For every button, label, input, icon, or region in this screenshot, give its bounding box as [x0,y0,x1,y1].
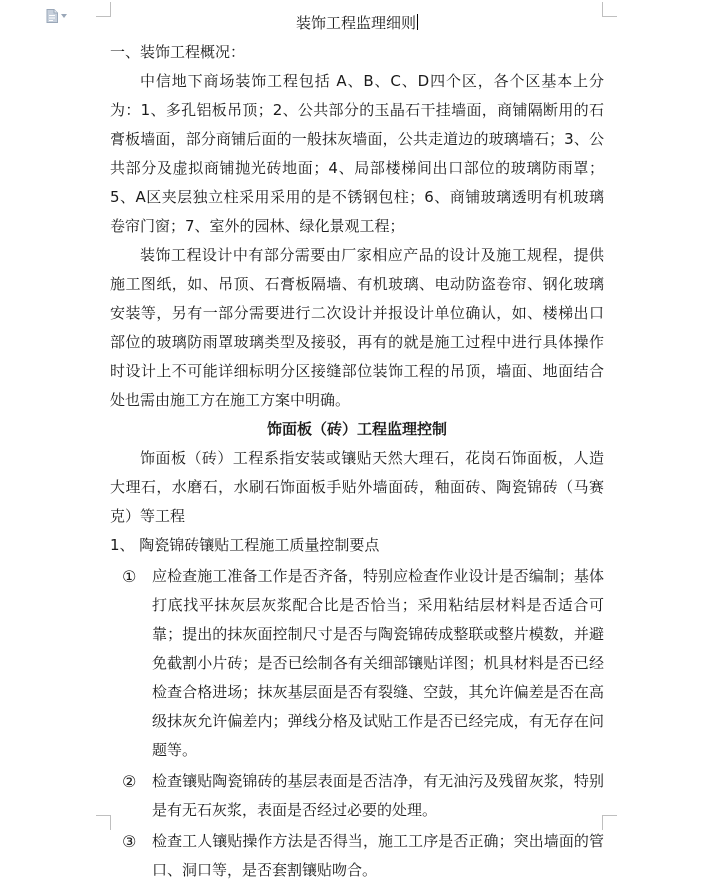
crop-mark-top-right [602,2,617,17]
list-item-number: ② [122,772,137,791]
list-item [122,562,604,765]
numbered-heading: 1、 陶瓷锦砖镶贴工程施工质量控制要点 [110,536,380,554]
crop-mark-top-left [96,2,111,17]
chevron-down-icon [61,14,67,18]
paragraph-design: 装饰工程设计中有部分需要由厂家相应产品的设计及施工规程，提供施工图纸，如、吊顶、石膏板隔墙、有机玻璃、电动防盗卷帘、钢化玻璃安装等，另有一部分需要进行二次设计并报设计单位确认，如、楼梯出口部位的玻璃防雨罩玻璃类型及接驳，再有的就是施工过程中进行具体操作时设计上不可能详细标明分区接缝部位装饰工程的吊顶，墙面、地面结合处也需由施工方在施工方案中明确。 [110,246,604,409]
subheading-veneer: 饰面板（砖）工程监理控制 [266,420,447,438]
paragraph-overview: 中信地下商场装饰工程包括 A、B、C、D四个区，各个区基本上分为：1、多孔铝板吊顶；2、公共部分的玉晶石干挂墙面，商铺隔断用的石膏板墙面，部分商铺后面的一般抹灰墙面，公共走道边的玻璃墙石；3、公共部分及虚拟商铺抛光砖地面；4、局部楼梯间出口部位的玻璃防雨罩；5、A区夹层独立柱采用采用的是不锈钢包柱；6、商铺玻璃透明有机玻璃卷帘门窗；7、室外的园林、绿化景观工程； [110,72,604,235]
list-item-number: ③ [122,832,137,851]
crop-mark-bottom-left [96,815,111,830]
document-icon [46,9,58,23]
list-item-text: 应检查施工准备工作是否齐备，特别应检查作业设计是否编制；基体打底找平抹灰层灰浆配合比是否恰当；采用粘结层材料是否适合可靠；提出的抹灰面控制尺寸是否与陶瓷锦砖成整联或整片模数，并避免截割小片砖；是否已绘制各有关细部镶贴详图；机具材料是否已经检查合格进场；抹灰基层面是否有裂缝、空鼓，其允许偏差是否在高级抹灰允许偏差内；弹线分格及试贴工作是否已经完成，有无存在问题等。 [152,567,604,759]
list-item [122,827,604,885]
text-cursor [417,14,418,30]
list-item-number: ① [122,567,137,586]
section-heading: 一、装饰工程概况： [110,43,246,61]
paragraph-veneer: 饰面板（砖）工程系指安装或镶贴天然大理石，花岗石饰面板，人造大理石，水磨石，水刷石饰面板手贴外墙面砖，釉面砖、陶瓷锦砖（马赛克）等工程 [110,449,604,525]
document-title: 装饰工程监理细则 [295,14,416,32]
document-menu-button[interactable] [46,9,67,23]
crop-mark-bottom-right [602,815,617,830]
list-item [122,767,604,825]
list-item-text: 检查工人镶贴操作方法是否得当，施工工序是否正确；突出墙面的管口、洞口等，是否套割镶贴吻合。 [152,832,604,879]
document-body[interactable] [110,12,604,887]
list-item-text: 检查镶贴陶瓷锦砖的基层表面是否洁净，有无油污及残留灰浆，特别是有无石灰浆，表面是否经过必要的处理。 [152,772,604,819]
